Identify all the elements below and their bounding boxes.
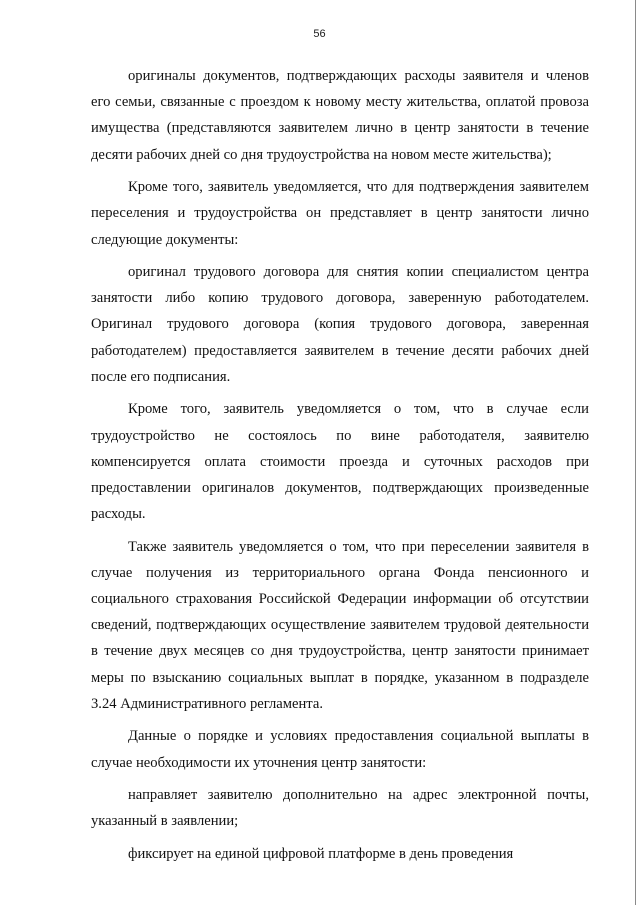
paragraph-email-notification: направляет заявителю дополнительно на адрес электронной почты, указанный в заявлении;	[91, 787, 589, 830]
paragraph-platform-record: фиксирует на единой цифровой платформе в день проведения	[128, 845, 514, 862]
paragraph-relocation-proof-notice: Кроме того, заявитель уведомляется, что для подтверждения заявителем переселения и трудоустройства он представляет в центр занятости лично следующие документы:	[91, 179, 589, 248]
paragraph-original-expense-documents: оригиналы документов, подтверждающих расходы заявителя и членов его семьи, связанные с проездом к новому месту жительства, оплатой провоза имущества (представляются заявителем лично в центр занятости в течение десяти рабочих дней со дня трудоустройства на новом месте жительства);	[91, 68, 589, 163]
page-number: 56	[313, 28, 326, 40]
paragraph-employment-contract: оригинал трудового договора для снятия копии специалистом центра занятости либо копию трудового договора, заверенную работодателем. Оригинал трудового договора (копия трудового договора, заверенная работодателем) предоставляется заявителем в течение десяти рабочих дней после его подписания.	[91, 264, 589, 385]
paragraph-benefit-recovery: Также заявитель уведомляется о том, что при переселении заявителя в случае получения из территориального органа Фонда пенсионного и социального страхования Российской Федерации информации об отсутствии сведений, подтверждающих осуществление заявителем трудовой деятельности в течение двух месяцев со дня трудоустройства, центр занятости принимает меры по взысканию социальных выплат в порядке, указанном в подразделе 3.24 Административного регламента.	[91, 538, 589, 712]
scan-edge-line	[635, 0, 636, 905]
paragraph-benefit-terms-clarification: Данные о порядке и условиях предоставления социальной выплаты в случае необходимости их уточнения центр занятости:	[91, 728, 589, 771]
paragraph-employer-fault-compensation: Кроме того, заявитель уведомляется о том, что в случае если трудоустройство не состоялось по вине работодателя, заявителю компенсируется оплата стоимости проезда и суточных расходов при предоставлении оригиналов документов, подтверждающих произведенные расходы.	[91, 401, 589, 523]
document-body	[91, 63, 589, 867]
